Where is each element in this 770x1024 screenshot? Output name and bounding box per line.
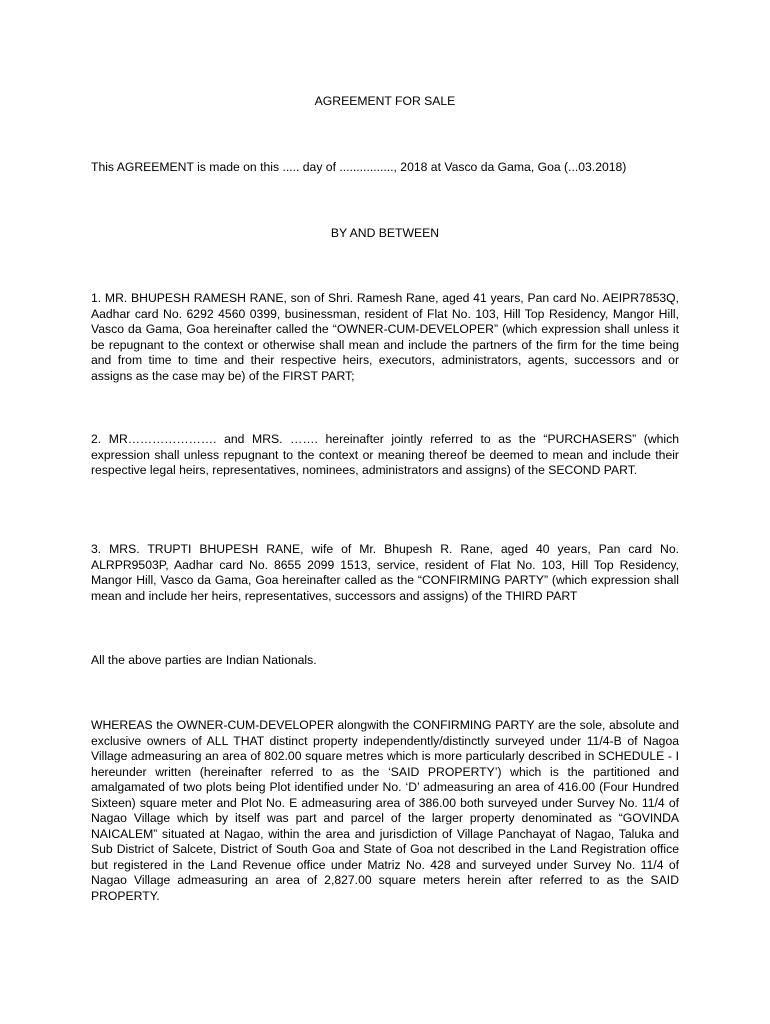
by-and-between-heading: BY AND BETWEEN (330, 226, 440, 240)
nationality-statement: All the above parties are Indian Nationals. (91, 653, 317, 667)
second-party-paragraph: 2. MR…………………. and MRS. ……. hereinafter jointly referred to as the “PURCHASERS” (which expression shall unless repugnant to the context or meaning thereof be deemed to mean and include their respective legal heirs, representatives, nominees, administrators and assigns) of the SECOND PART. (91, 432, 679, 477)
first-party-paragraph: 1. MR. BHUPESH RAMESH RANE, son of Shri. Ramesh Rane, aged 41 years, Pan card No. AEIPR7853Q, Aadhar card No. 6292 4560 0399, businessman, resident of Flat No. 103, Hill Top Residency, Mangor Hill, Vasco da Gama, Goa hereinafter called the “OWNER-CUM-DEVELOPER” (which expression shall unless it be repugnant to the context or otherwise shall mean and include the partners of the firm for the time being and from time to time and their respective heirs, executors, administrators, agents, successors and or assigns as the case may be) of the FIRST PART; (91, 291, 679, 383)
whereas-paragraph: WHEREAS the OWNER-CUM-DEVELOPER alongwith the CONFIRMING PARTY are the sole, absolute and exclusive owners of ALL THAT distinct property independently/distinctly surveyed under 11/4-B of Nagoa Village admeasuring an area of 802.00 square metres which is more particularly described in SCHEDULE - I hereunder written (hereinafter referred to as the ‘SAID PROPERTY’) which is the partitioned and amalgamated of two plots being Plot identified under No. ‘D’ admeasuring an area of 416.00 (Four Hundred Sixteen) square meter and Plot No. E admeasuring area of 386.00 both surveyed under Survey No. 11/4 of Nagao Village which by itself was part and parcel of the larger property denominated as “GOVINDA NAICALEM” situated at Nagao, within the area and jurisdiction of Village Panchayat of Nagao, Taluka and Sub District of Salcete, District of South Goa and State of Goa not described in the Land Registration office but registered in the Land Revenue office under Matriz No. 428 and surveyed under Survey No. 11/4 of Nagao Village admeasuring an area of 2,827.00 square meters herein after referred to as the SAID PROPERTY. (91, 718, 679, 903)
document-title: AGREEMENT FOR SALE (314, 94, 456, 108)
third-party-paragraph: 3. MRS. TRUPTI BHUPESH RANE, wife of Mr. Bhupesh R. Rane, aged 40 years, Pan card No. ALRPR9503P, Aadhar card No. 8655 2099 1513, service, resident of Flat No. 103, Hill Top Residency, Mangor Hill, Vasco da Gama, Goa hereinafter called as the “CONFIRMING PARTY” (which expression shall mean and include her heirs, representatives, successors and assigns) of the THIRD PART (91, 542, 679, 603)
agreement-intro: This AGREEMENT is made on this ..... day of ................, 2018 at Vasco da Gama, Goa (...03.2018) (91, 160, 627, 174)
